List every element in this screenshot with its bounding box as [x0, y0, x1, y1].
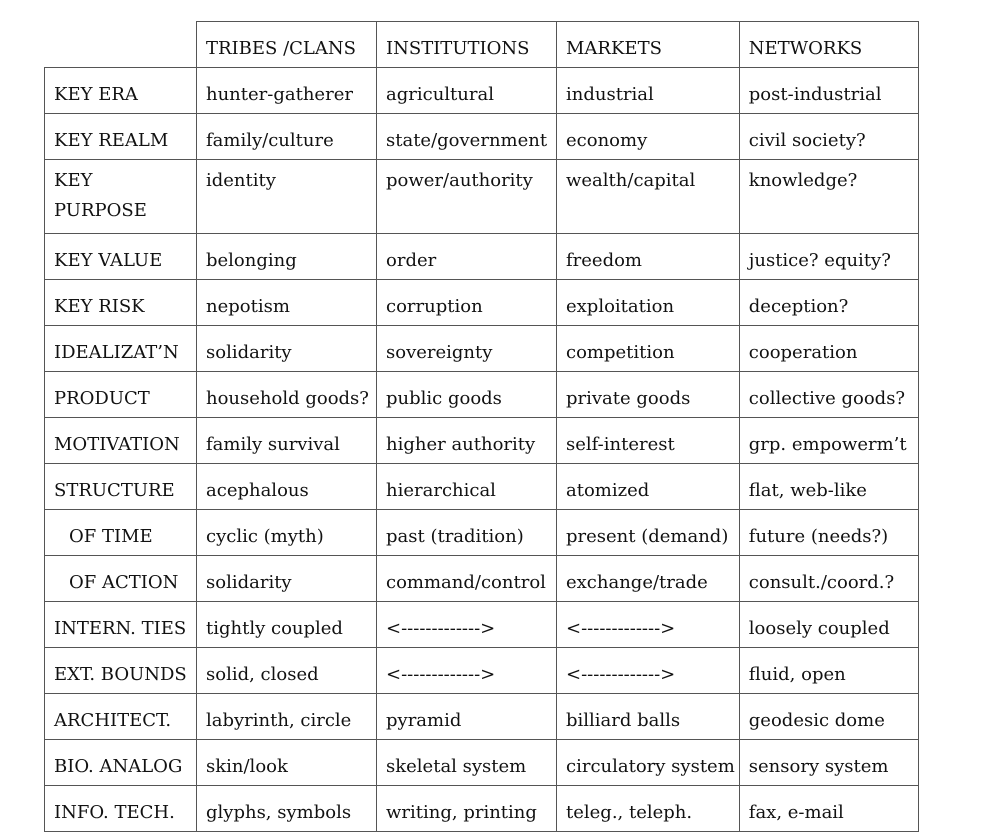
table-cell: circulatory system	[557, 740, 740, 786]
table-cell	[557, 160, 740, 234]
table-cell: tightly coupled	[197, 602, 377, 648]
table-cell: collective goods?	[739, 372, 918, 418]
row-label: KEY ERA	[45, 68, 197, 114]
table-cell: pyramid	[377, 694, 557, 740]
table-cell: fax, e-mail	[739, 786, 918, 832]
table-row	[45, 602, 919, 648]
table-cell: agricultural	[377, 68, 557, 114]
table-row	[45, 160, 919, 234]
row-label: OF TIME	[45, 510, 197, 556]
table-cell: <------------->	[377, 602, 557, 648]
table-cell: state/government	[377, 114, 557, 160]
table-cell: <------------->	[557, 648, 740, 694]
table-cell	[377, 160, 557, 234]
table-cell: post-industrial	[739, 68, 918, 114]
table-cell: future (needs?)	[739, 510, 918, 556]
table-cell: exchange/trade	[557, 556, 740, 602]
table-cell: solid, closed	[197, 648, 377, 694]
table-cell: corruption	[377, 280, 557, 326]
table-cell: hunter-gatherer	[197, 68, 377, 114]
row-label	[45, 160, 197, 234]
corner-cell	[45, 22, 197, 68]
row-label: KEY RISK	[45, 280, 197, 326]
table-cell: cyclic (myth)	[197, 510, 377, 556]
table-cell: cooperation	[739, 326, 918, 372]
table-row	[45, 740, 919, 786]
table-row	[45, 280, 919, 326]
table-cell: skin/look	[197, 740, 377, 786]
table-cell: exploitation	[557, 280, 740, 326]
table-cell: sensory system	[739, 740, 918, 786]
row-label: KEY VALUE	[45, 234, 197, 280]
comparison-table	[44, 21, 919, 832]
table-cell: freedom	[557, 234, 740, 280]
row-label: IDEALIZAT’N	[45, 326, 197, 372]
table-cell: civil society?	[739, 114, 918, 160]
table-cell: self-interest	[557, 418, 740, 464]
table-cell: household goods?	[197, 372, 377, 418]
row-label: BIO. ANALOG	[45, 740, 197, 786]
table-cell: solidarity	[197, 326, 377, 372]
table-cell: <------------->	[377, 648, 557, 694]
row-label-line: PURPOSE	[54, 200, 147, 221]
row-label: STRUCTURE	[45, 464, 197, 510]
table-cell: present (demand)	[557, 510, 740, 556]
table-cell: grp. empowerm’t	[739, 418, 918, 464]
table-cell: belonging	[197, 234, 377, 280]
table-cell: flat, web-like	[739, 464, 918, 510]
table-cell: past (tradition)	[377, 510, 557, 556]
header-row	[45, 22, 919, 68]
table-row	[45, 372, 919, 418]
table-row	[45, 326, 919, 372]
table-cell: hierarchical	[377, 464, 557, 510]
table-row	[45, 510, 919, 556]
table-cell	[197, 160, 377, 234]
table-cell: deception?	[739, 280, 918, 326]
table-cell: sovereignty	[377, 326, 557, 372]
column-header: NETWORKS	[739, 22, 918, 68]
table-cell: skeletal system	[377, 740, 557, 786]
table-cell: public goods	[377, 372, 557, 418]
table-cell: writing, printing	[377, 786, 557, 832]
cell-text: knowledge?	[748, 170, 858, 191]
table-cell: glyphs, symbols	[197, 786, 377, 832]
table-cell: justice? equity?	[739, 234, 918, 280]
column-header: MARKETS	[557, 22, 740, 68]
table-row	[45, 556, 919, 602]
table-row	[45, 418, 919, 464]
table-cell: economy	[557, 114, 740, 160]
row-label: KEY REALM	[45, 114, 197, 160]
row-label-line: KEY	[54, 170, 93, 191]
table-cell: order	[377, 234, 557, 280]
table-cell: industrial	[557, 68, 740, 114]
table-row	[45, 114, 919, 160]
table-cell: teleg., teleph.	[557, 786, 740, 832]
table-row	[45, 464, 919, 510]
table-cell: consult./coord.?	[739, 556, 918, 602]
table-cell: competition	[557, 326, 740, 372]
table-cell: labyrinth, circle	[197, 694, 377, 740]
table-cell: family survival	[197, 418, 377, 464]
table-cell: solidarity	[197, 556, 377, 602]
cell-text: power/authority	[386, 170, 533, 191]
row-label: MOTIVATION	[45, 418, 197, 464]
row-label: OF ACTION	[45, 556, 197, 602]
table-cell: <------------->	[557, 602, 740, 648]
table-cell: higher authority	[377, 418, 557, 464]
table-cell: acephalous	[197, 464, 377, 510]
table-row	[45, 68, 919, 114]
table-body	[45, 22, 919, 832]
table-cell: nepotism	[197, 280, 377, 326]
table-cell: geodesic dome	[739, 694, 918, 740]
row-label: PRODUCT	[45, 372, 197, 418]
cell-text: identity	[206, 170, 276, 191]
row-label: INFO. TECH.	[45, 786, 197, 832]
table-cell: command/control	[377, 556, 557, 602]
column-header: INSTITUTIONS	[377, 22, 557, 68]
column-header: TRIBES /CLANS	[197, 22, 377, 68]
table-cell: billiard balls	[557, 694, 740, 740]
row-label: EXT. BOUNDS	[45, 648, 197, 694]
row-label: INTERN. TIES	[45, 602, 197, 648]
table-cell	[739, 160, 918, 234]
table-cell: loosely coupled	[739, 602, 918, 648]
table-cell: family/culture	[197, 114, 377, 160]
cell-text: wealth/capital	[566, 170, 696, 191]
table-cell: fluid, open	[739, 648, 918, 694]
table-row	[45, 234, 919, 280]
row-label: ARCHITECT.	[45, 694, 197, 740]
table-cell: private goods	[557, 372, 740, 418]
table-row	[45, 648, 919, 694]
table-row	[45, 786, 919, 832]
table-cell: atomized	[557, 464, 740, 510]
